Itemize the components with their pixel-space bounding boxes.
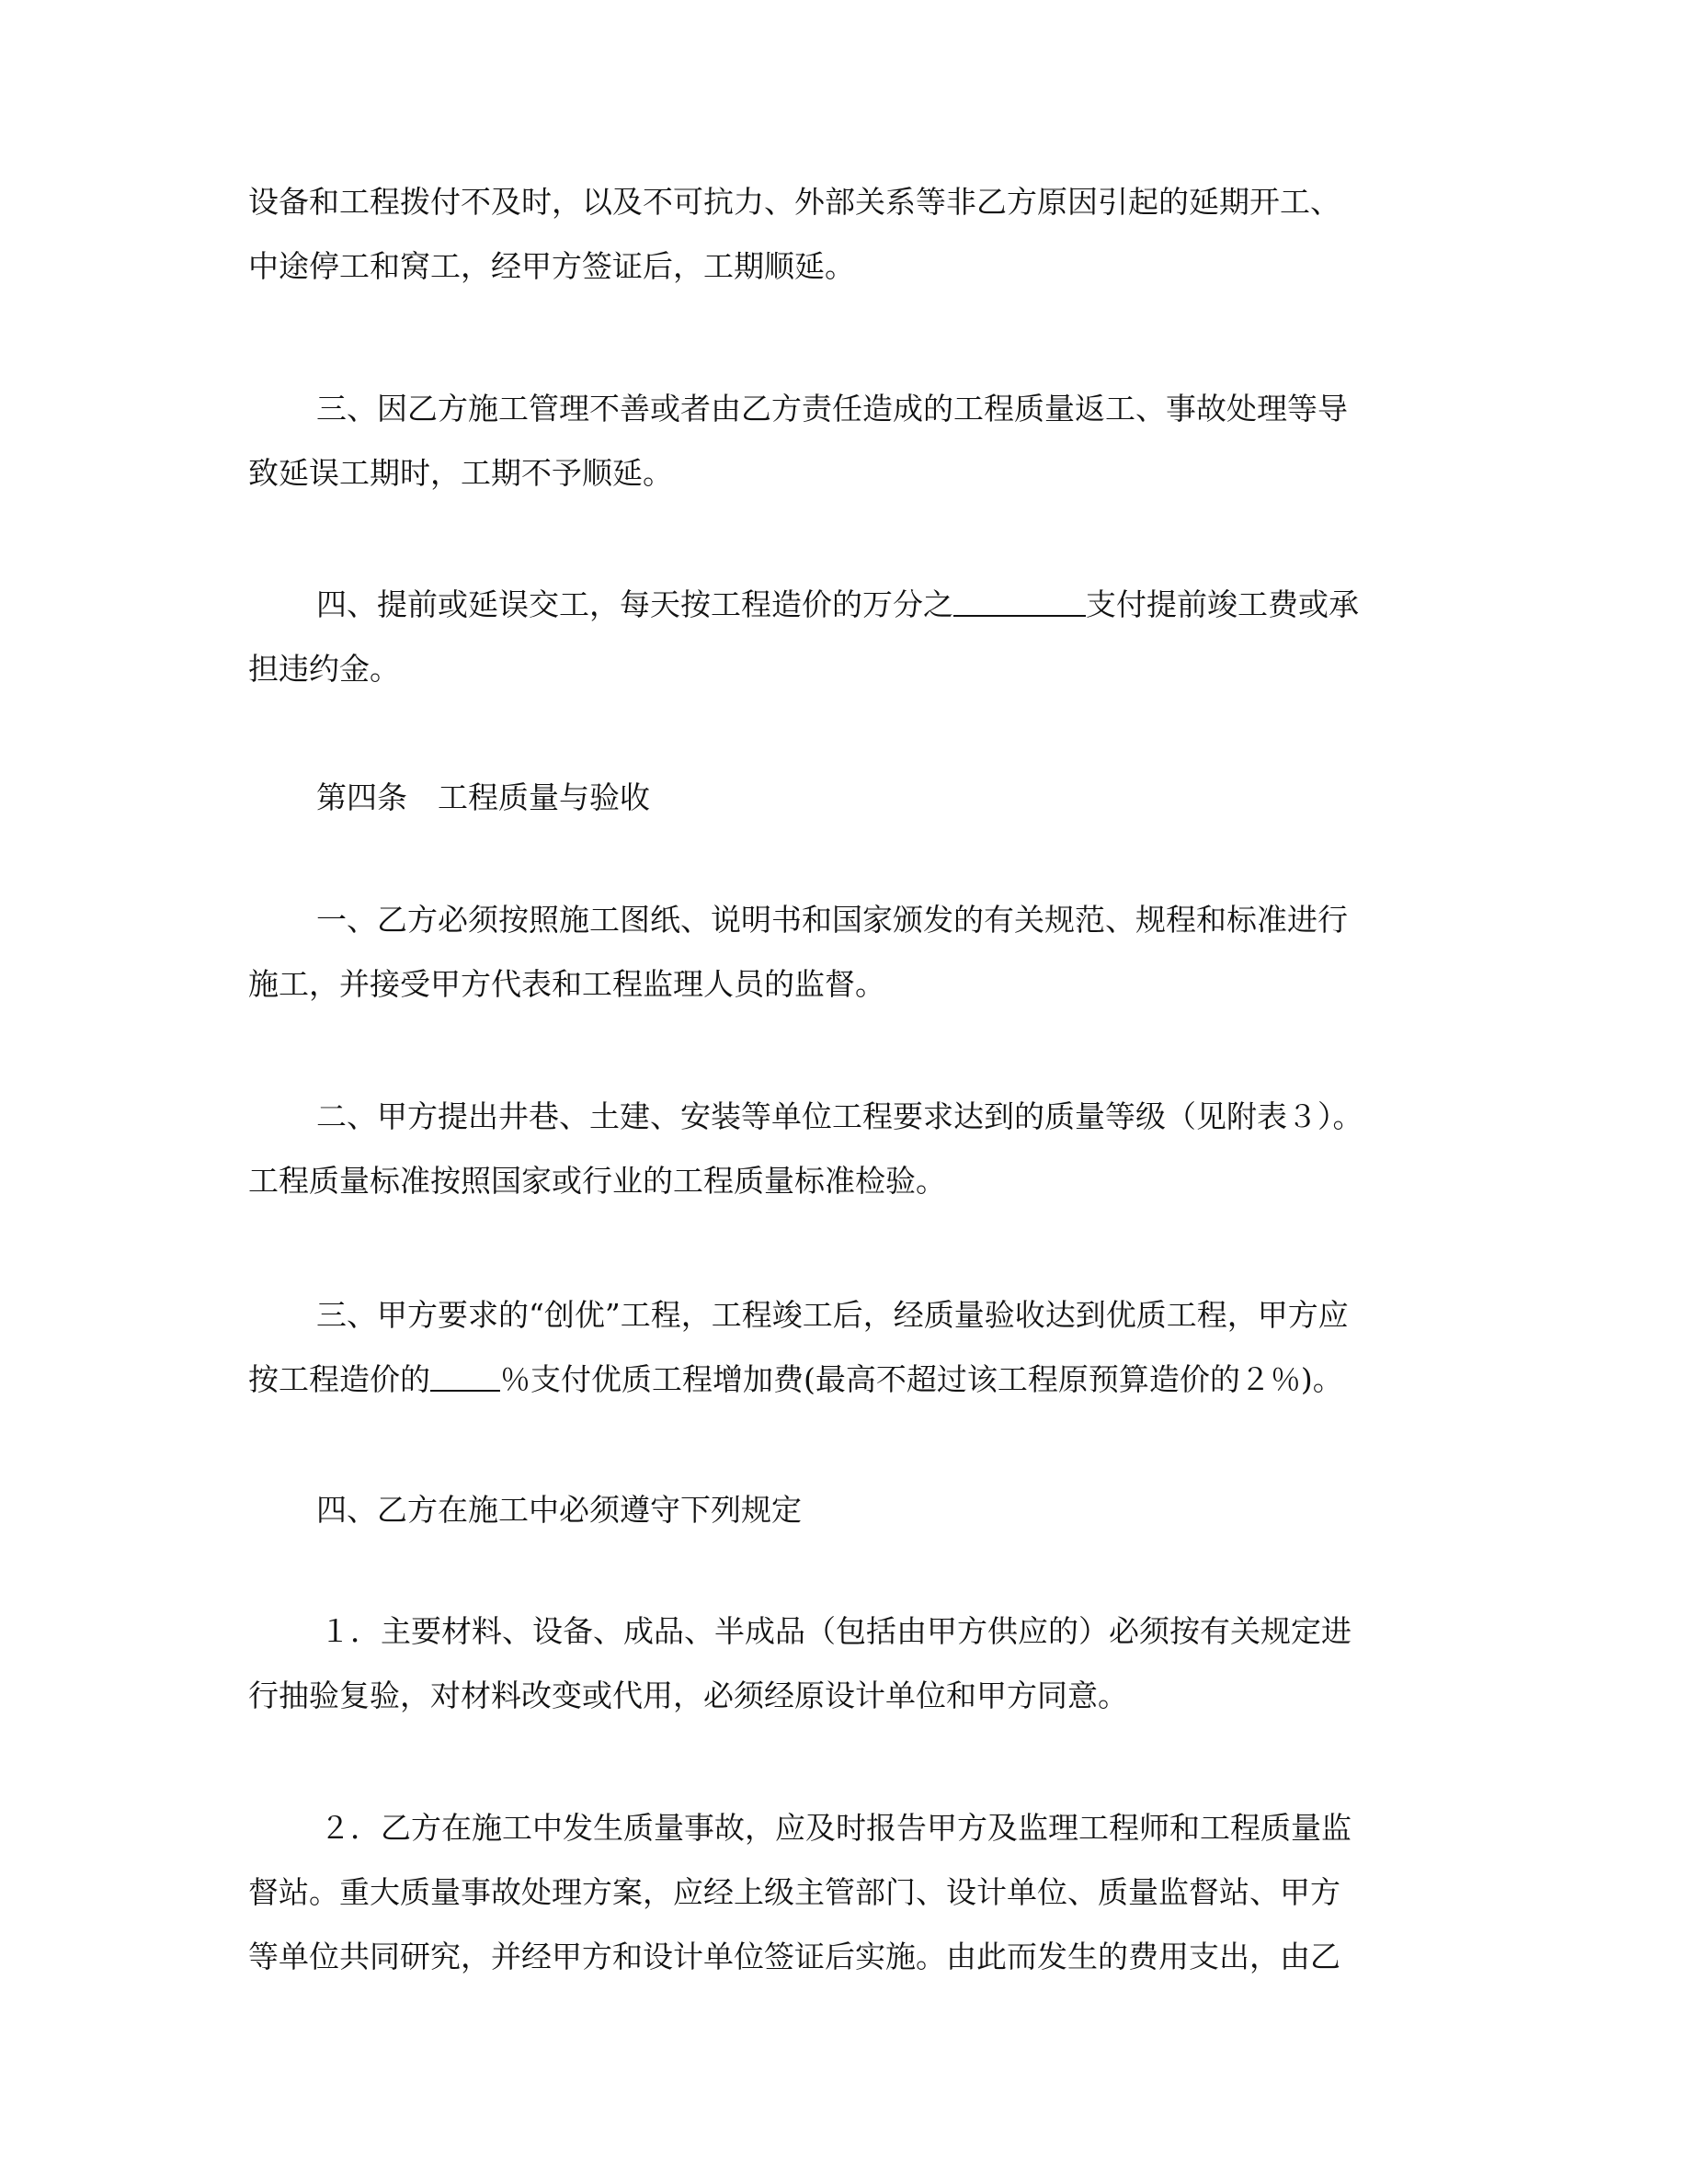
paragraph-rule-1 (248, 1599, 1443, 1728)
paragraph-clause-3 (248, 377, 1443, 506)
heading-line (248, 766, 1443, 830)
paragraph-rule-2 (248, 1796, 1443, 1989)
text-line: ２．乙方在施工中发生质量事故，应及时报告甲方及监理工程师和工程质量监 (320, 1810, 1352, 1846)
text-segment: 四、提前或延误交工，每天按工程造价的万分之 (316, 586, 953, 622)
text-line: 四、乙方在施工中必须遵守下列规定 (316, 1492, 802, 1528)
paragraph-quality-4 (248, 1478, 1443, 1542)
article-number: 第四条 (316, 779, 407, 815)
text-line: 二、甲方提出井巷、土建、安装等单位工程要求达到的质量等级（见附表３）。 (316, 1098, 1363, 1134)
text-line: 一、乙方必须按照施工图纸、说明书和国家颁发的有关规范、规程和标准进行 (316, 902, 1348, 938)
text-line: 设备和工程拨付不及时，以及不可抗力、外部关系等非乙方原因引起的延期开工、 (248, 184, 1340, 220)
text-line: 致延误工期时，工期不予顺延。 (248, 455, 673, 491)
paragraph-quality-3 (248, 1283, 1443, 1412)
text-line: 中途停工和窝工，经甲方签证后，工期顺延。 (248, 248, 855, 284)
paragraph-delay-extension (248, 170, 1443, 299)
paragraph-quality-2 (248, 1085, 1443, 1213)
text-line: 行抽验复验，对材料改变或代用，必须经原设计单位和甲方同意。 (248, 1678, 1128, 1713)
fill-in-blank[interactable] (430, 1362, 500, 1392)
text-line (248, 1348, 1443, 1412)
text-line (248, 573, 1443, 637)
article-heading (248, 766, 1443, 830)
text-line: 等单位共同研究，并经甲方和设计单位签证后实施。由此而发生的费用支出，由乙 (248, 1939, 1340, 1974)
text-line: 担违约金。 (248, 651, 400, 687)
text-line: 三、甲方要求的“创优”工程，工程竣工后，经质量验收达到优质工程，甲方应 (316, 1297, 1349, 1333)
fill-in-blank[interactable] (953, 587, 1086, 617)
text-segment: 按工程造价的 (248, 1361, 430, 1397)
text-line: 督站。重大质量事故处理方案，应经上级主管部门、设计单位、质量监督站、甲方 (248, 1874, 1340, 1910)
paragraph-clause-4 (248, 573, 1443, 701)
article-title: 工程质量与验收 (438, 779, 650, 815)
text-line: 三、因乙方施工管理不善或者由乙方责任造成的工程质量返工、事故处理等导 (316, 391, 1348, 427)
text-segment: ％支付优质工程增加费(最高不超过该工程原预算造价的２％)。 (500, 1361, 1343, 1397)
text-line: 施工，并接受甲方代表和工程监理人员的监督。 (248, 966, 885, 1002)
text-segment: 支付提前竣工费或承 (1086, 586, 1359, 622)
paragraph-quality-1 (248, 888, 1443, 1017)
text-line: 工程质量标准按照国家或行业的工程质量标准检验。 (248, 1163, 946, 1199)
text-line: １．主要材料、设备、成品、半成品（包括由甲方供应的）必须按有关规定进 (320, 1613, 1352, 1649)
